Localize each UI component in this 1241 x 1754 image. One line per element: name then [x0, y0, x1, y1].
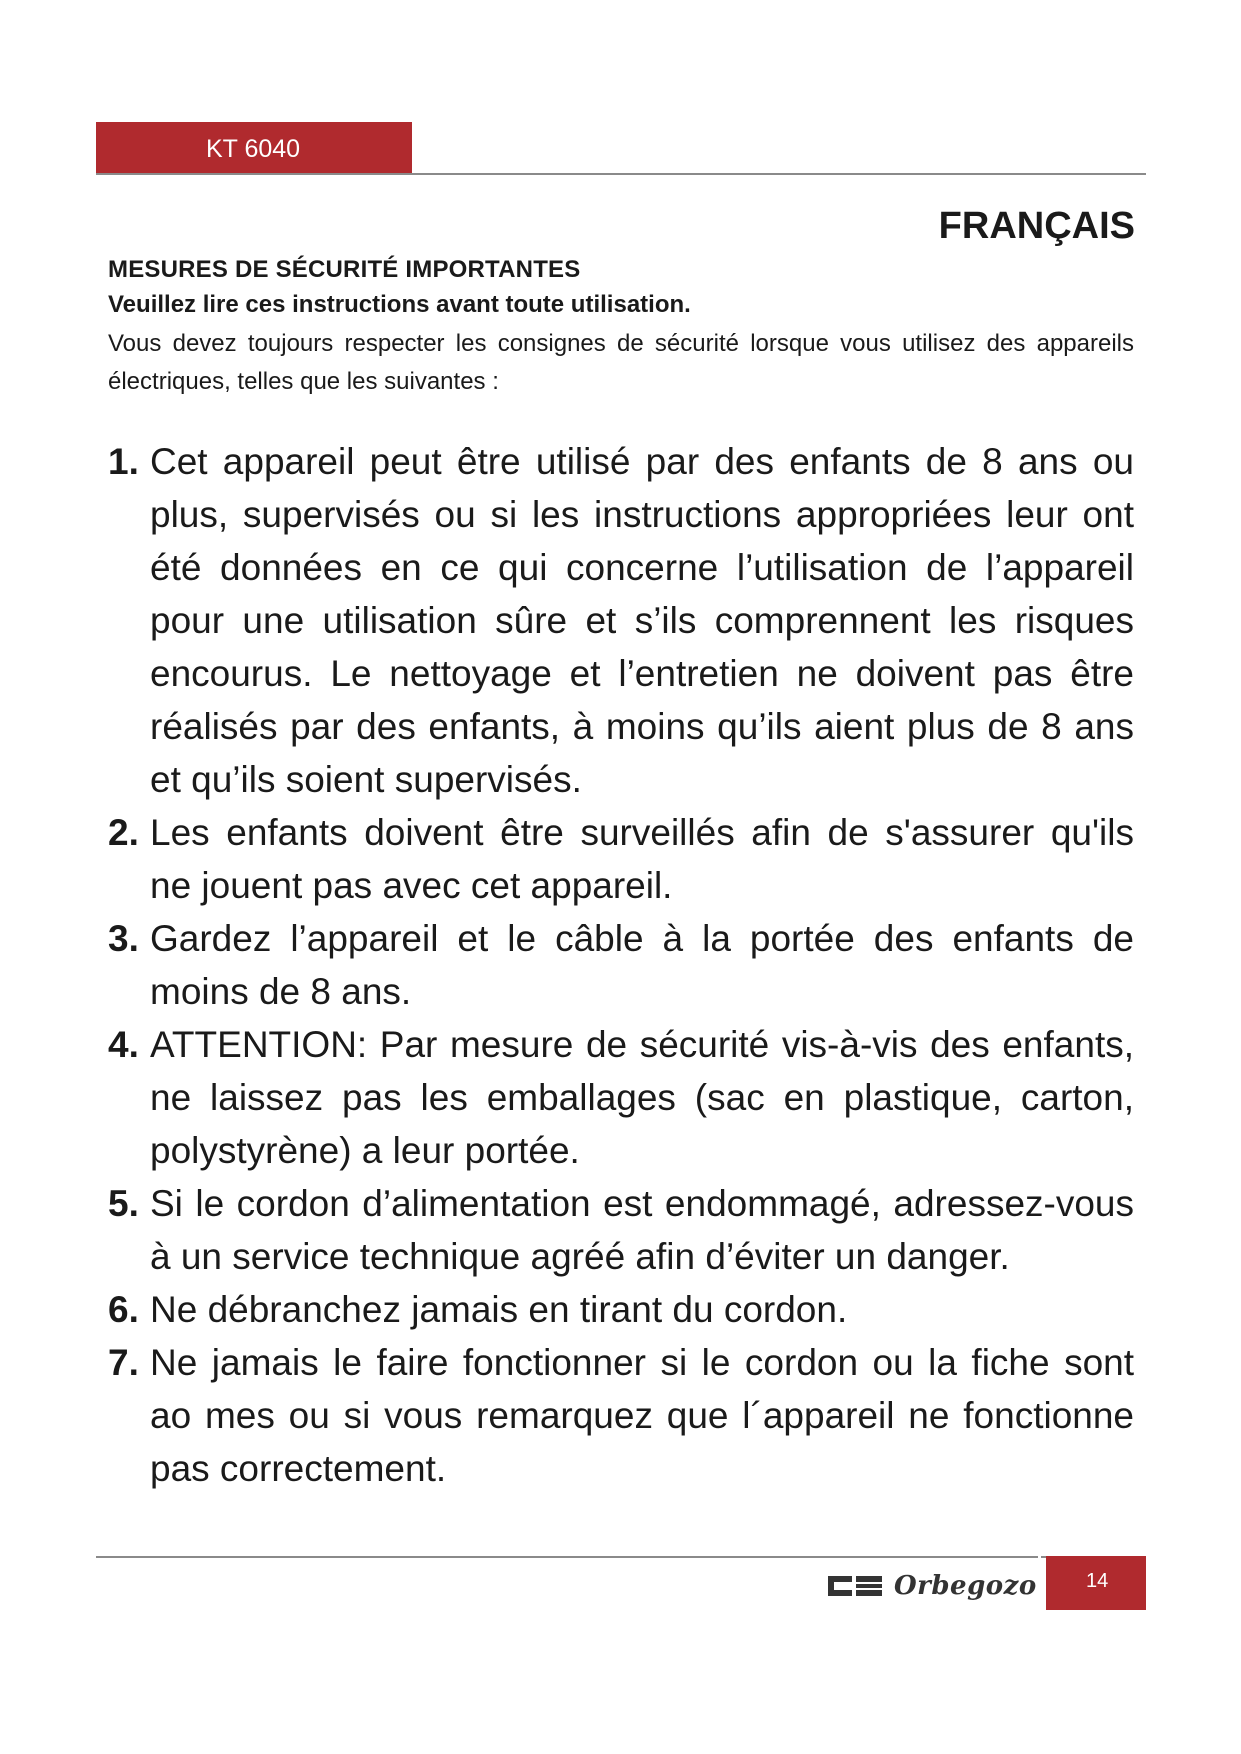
item-text: Gardez l’appareil et le câble à la portée des enfants de moins de 8 ans. — [150, 918, 1134, 1012]
footer-divider — [96, 1556, 1046, 1558]
item-text: Ne débranchez jamais en tirant du cordon. — [150, 1289, 848, 1330]
page-separator — [1038, 1556, 1041, 1610]
item-text: ATTENTION: Par mesure de sécurité vis-à-vis des enfants, ne laissez pas les emballages (sac en plastique, carton, polystyrène) a leur portée. — [150, 1024, 1134, 1171]
item-number: 7. — [108, 1342, 139, 1383]
safety-list — [108, 435, 1134, 1495]
model-tab — [96, 122, 412, 174]
brand-logo — [826, 1568, 1037, 1604]
language-title: FRANÇAIS — [938, 205, 1135, 247]
safety-heading: MESURES DE SÉCURITÉ IMPORTANTES — [108, 256, 581, 283]
list-item — [108, 806, 1134, 912]
safety-subheading: Veuillez lire ces instructions avant toute utilisation. — [108, 291, 691, 318]
list-item — [108, 1018, 1134, 1177]
item-text: Si le cordon d’alimentation est endommagé, adressez-vous à un service technique agréé afin d’éviter un danger. — [150, 1183, 1134, 1277]
item-text: Les enfants doivent être surveillés afin de s'assurer qu'ils ne jouent pas avec cet appareil. — [150, 812, 1134, 906]
list-item — [108, 435, 1134, 806]
list-item — [108, 912, 1134, 1018]
item-number: 2. — [108, 812, 139, 853]
safety-intro: Vous devez toujours respecter les consignes de sécurité lorsque vous utilisez des appareils électriques, telles que les suivantes : — [108, 330, 1134, 395]
header-divider — [96, 173, 1146, 175]
item-number: 4. — [108, 1024, 139, 1065]
list-item — [108, 1283, 1134, 1336]
brand-mark-icon — [826, 1573, 884, 1599]
list-item — [108, 1336, 1134, 1495]
model-label: KT 6040 — [206, 135, 301, 163]
list-item — [108, 1177, 1134, 1283]
page-number: 14 — [1086, 1570, 1109, 1592]
item-text: Cet appareil peut être utilisé par des enfants de 8 ans ou plus, supervisés ou si les instructions appropriées leur ont été données en ce qui concerne l’utilisation de l’appareil pour une utilisation sûre et s’ils comprennent les risques encourus. Le nettoyage et l’entretien ne doivent pas être réalisés par des enfants, à moins qu’ils aient plus de 8 ans et qu’ils soient supervisés. — [150, 441, 1134, 800]
page-number-box — [1046, 1556, 1146, 1610]
item-number: 3. — [108, 918, 139, 959]
item-text: Ne jamais le faire fonctionner si le cordon ou la fiche sont ao mes ou si vous remarquez que l´appareil ne fonctionne pas correctement. — [150, 1342, 1134, 1489]
brand-name: Orbegozo — [894, 1571, 1037, 1601]
item-number: 5. — [108, 1183, 139, 1224]
item-number: 1. — [108, 441, 139, 482]
item-number: 6. — [108, 1289, 139, 1330]
